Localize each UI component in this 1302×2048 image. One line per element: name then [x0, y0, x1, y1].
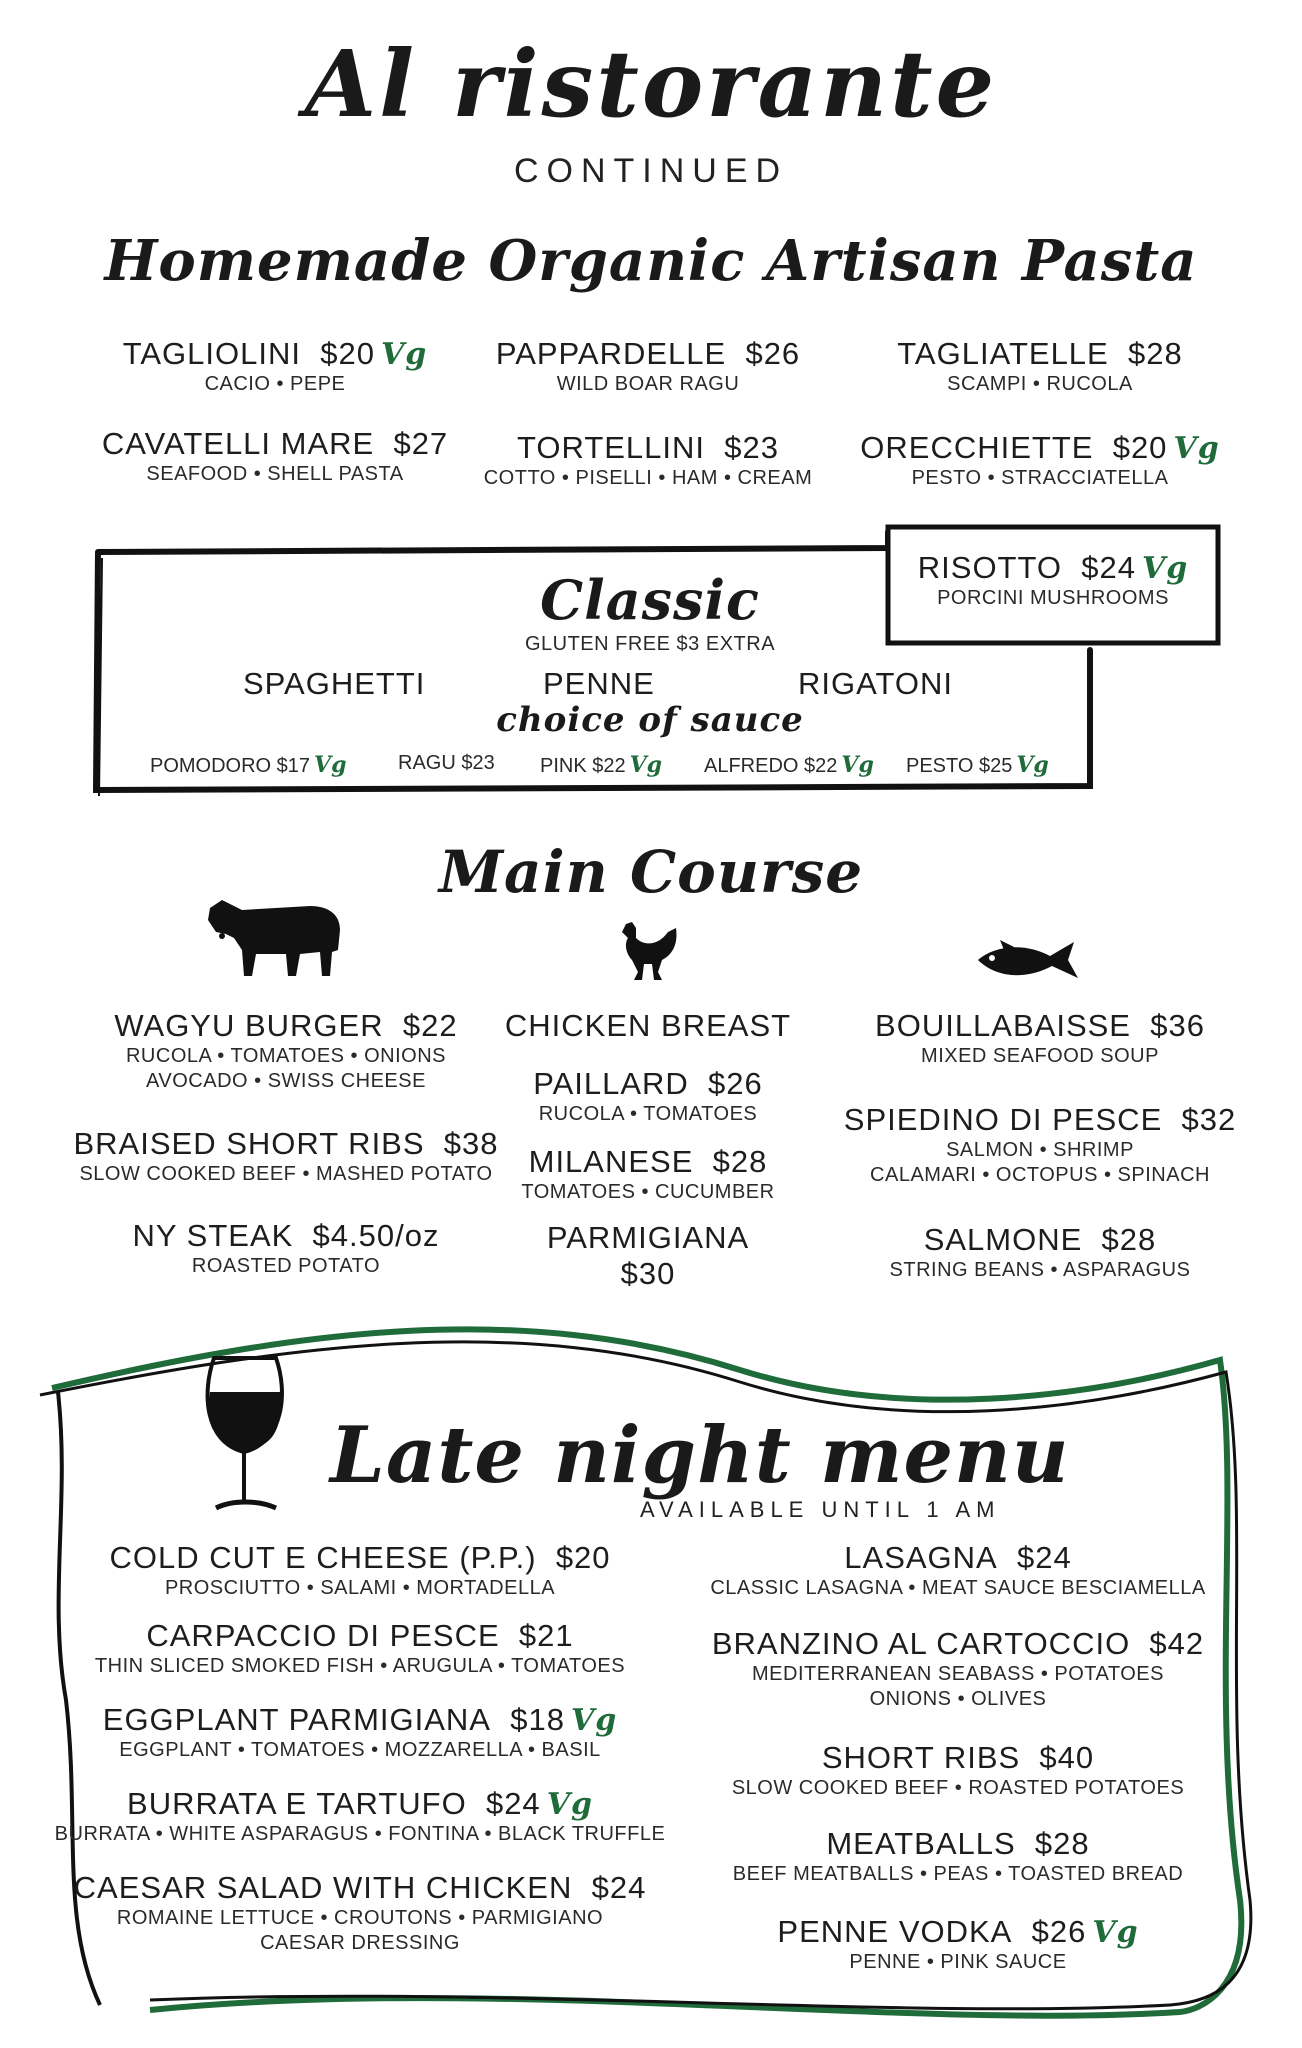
late-night-item	[40, 1786, 680, 1847]
item-description: THIN SLICED SMOKED FISH • ARUGULA • TOMATOES	[94, 1655, 626, 1677]
late-night-item	[40, 1702, 680, 1763]
late-night-item	[678, 1826, 1238, 1887]
item-description: SLOW COOKED BEEF • MASHED POTATO	[79, 1163, 493, 1185]
main-course-heading: Main Course	[438, 838, 864, 906]
main-course-item	[66, 1126, 506, 1187]
item-name: COLD CUT E CHEESE (P.P.) $20	[109, 1540, 611, 1575]
item-description: MIXED SEAFOOD SOUP	[921, 1045, 1159, 1067]
vegan-mark: Vg	[314, 752, 347, 778]
item-description: WILD BOAR RAGU	[556, 373, 740, 395]
page-subtitle: CONTINUED	[513, 152, 789, 190]
item-description: CALAMARI • OCTOPUS • SPINACH	[870, 1164, 1210, 1186]
classic-pasta-spaghetti: SPAGHETTI	[243, 666, 426, 701]
chicken-icon	[614, 916, 684, 986]
item-name: CAVATELLI MARE $27	[101, 426, 449, 461]
gluten-free-note: GLUTEN FREE $3 EXTRA	[524, 633, 776, 655]
late-night-heading: Late night menu	[330, 1410, 1070, 1501]
main-course-item	[448, 1066, 848, 1127]
vegan-mark: Vg	[570, 1703, 618, 1738]
vegan-mark: Vg	[546, 1787, 593, 1822]
sauce-heading: choice of sauce	[496, 700, 804, 740]
item-description: SCAMPI • RUCOLA	[947, 373, 1133, 395]
item-description: ROMAINE LETTUCE • CROUTONS • PARMIGIANO	[116, 1907, 604, 1929]
item-description: MEDITERRANEAN SEABASS • POTATOES	[752, 1663, 1164, 1685]
main-course-item	[830, 1222, 1250, 1283]
item-description: SALMON • SHRIMP	[946, 1139, 1134, 1161]
pasta-item	[448, 430, 848, 491]
late-night-item	[40, 1618, 680, 1679]
item-name: NY STEAK $4.50/oz	[132, 1218, 440, 1253]
sauce-option: RAGU $23	[398, 752, 495, 774]
pasta-item	[840, 430, 1240, 491]
item-description: PROSCIUTTO • SALAMI • MORTADELLA	[164, 1577, 556, 1599]
item-name: BURRATA E TARTUFO $24 Vg	[127, 1786, 593, 1822]
classic-pasta-rigatoni: RIGATONI	[798, 666, 953, 701]
late-night-item	[678, 1626, 1238, 1712]
classic-heading: Classic	[540, 568, 760, 632]
sauce-option: PESTO $25 Vg	[906, 752, 1049, 778]
item-name: WAGYU BURGER $22	[114, 1008, 458, 1043]
pasta-item	[840, 336, 1240, 397]
late-night-item	[678, 1540, 1238, 1601]
item-name: TORTELLINI $23	[517, 430, 779, 465]
item-name: CARPACCIO DI PESCE $21	[146, 1618, 574, 1653]
item-description: PENNE • PINK SAUCE	[849, 1951, 1067, 1973]
item-name: ORECCHIETTE $20 Vg	[860, 430, 1220, 466]
sauce-option: PINK $22 Vg	[540, 752, 663, 778]
item-description: COTTO • PISELLI • HAM • CREAM	[483, 467, 813, 489]
item-description: ONIONS • OLIVES	[869, 1688, 1047, 1710]
item-name: SHORT RIBS $40	[821, 1740, 1095, 1775]
item-description: SLOW COOKED BEEF • ROASTED POTATOES	[731, 1777, 1185, 1799]
item-name: EGGPLANT PARMIGIANA $18 Vg	[102, 1702, 618, 1738]
main-course-item	[830, 1102, 1250, 1188]
sauce-option: POMODORO $17 Vg	[150, 752, 347, 778]
item-name: BRANZINO AL CARTOCCIO $42	[711, 1626, 1205, 1661]
main-course-item	[66, 1008, 506, 1094]
wine-glass-icon	[196, 1352, 296, 1522]
main-course-item	[448, 1144, 848, 1205]
item-name: CAESAR SALAD WITH CHICKEN $24	[73, 1870, 647, 1905]
pasta-heading: Homemade Organic Artisan Pasta	[104, 228, 1198, 294]
item-description: CAESAR DRESSING	[260, 1932, 460, 1954]
vegan-mark: Vg	[380, 337, 428, 372]
item-name: BOUILLABAISSE $36	[875, 1008, 1205, 1043]
item-name: PAPPARDELLE $26	[495, 336, 801, 371]
pasta-item	[75, 336, 475, 397]
item-name: PENNE VODKA $26 Vg	[777, 1914, 1139, 1950]
risotto-item: RISOTTO $24 Vg PORCINI MUSHROOMS	[917, 550, 1189, 609]
late-night-item	[678, 1740, 1238, 1801]
item-description: TOMATOES • CUCUMBER	[521, 1181, 775, 1203]
item-name: PAILLARD $26	[533, 1066, 763, 1101]
item-name: SPIEDINO DI PESCE $32	[843, 1102, 1237, 1137]
chicken-breast-title: CHICKEN BREAST	[504, 1008, 792, 1043]
item-description: CLASSIC LASAGNA • MEAT SAUCE BESCIAMELLA	[710, 1577, 1206, 1599]
vegan-mark: Vg	[1141, 551, 1189, 586]
item-name: MEATBALLS $28	[826, 1826, 1090, 1861]
pasta-item	[75, 426, 475, 487]
item-description: SEAFOOD • SHELL PASTA	[146, 463, 404, 485]
item-name: LASAGNA $24	[844, 1540, 1072, 1575]
fish-icon	[974, 936, 1084, 986]
classic-pasta-penne: PENNE	[543, 666, 655, 701]
main-course-item	[830, 1008, 1250, 1069]
vegan-mark: Vg	[1016, 752, 1049, 778]
vegan-mark: Vg	[629, 752, 663, 778]
sauce-option: ALFREDO $22 Vg	[704, 752, 874, 778]
vegan-mark: Vg	[1092, 1915, 1139, 1950]
item-description: CACIO • PEPE	[204, 373, 346, 395]
page-title: Al ristorante	[304, 30, 998, 138]
cow-icon	[200, 890, 350, 980]
vegan-mark: Vg	[841, 752, 874, 778]
late-night-availability: AVAILABLE UNTIL 1 AM	[640, 1497, 1001, 1522]
main-course-item: PARMIGIANA $30	[546, 1220, 750, 1291]
item-description: BEEF MEATBALLS • PEAS • TOASTED BREAD	[732, 1863, 1184, 1885]
item-description: EGGPLANT • TOMATOES • MOZZARELLA • BASIL	[119, 1739, 601, 1761]
item-name: MILANESE $28	[528, 1144, 768, 1179]
pasta-item	[448, 336, 848, 397]
late-night-item	[40, 1540, 680, 1601]
item-name: TAGLIOLINI $20 Vg	[122, 336, 428, 372]
late-night-item	[678, 1914, 1238, 1975]
item-description: AVOCADO • SWISS CHEESE	[146, 1070, 426, 1092]
vegan-mark: Vg	[1173, 431, 1220, 466]
item-description: PESTO • STRACCIATELLA	[911, 467, 1169, 489]
late-night-item	[40, 1870, 680, 1956]
item-description: ROASTED POTATO	[191, 1255, 381, 1277]
item-description: RUCOLA • TOMATOES • ONIONS	[125, 1045, 447, 1067]
item-name: SALMONE $28	[923, 1222, 1157, 1257]
item-description: BURRATA • WHITE ASPARAGUS • FONTINA • BLACK TRUFFLE	[54, 1823, 666, 1845]
item-description: RUCOLA • TOMATOES	[538, 1103, 758, 1125]
item-name: BRAISED SHORT RIBS $38	[73, 1126, 499, 1161]
item-description: STRING BEANS • ASPARAGUS	[889, 1259, 1191, 1281]
main-course-item	[66, 1218, 506, 1279]
item-name: TAGLIATELLE $28	[897, 336, 1183, 371]
